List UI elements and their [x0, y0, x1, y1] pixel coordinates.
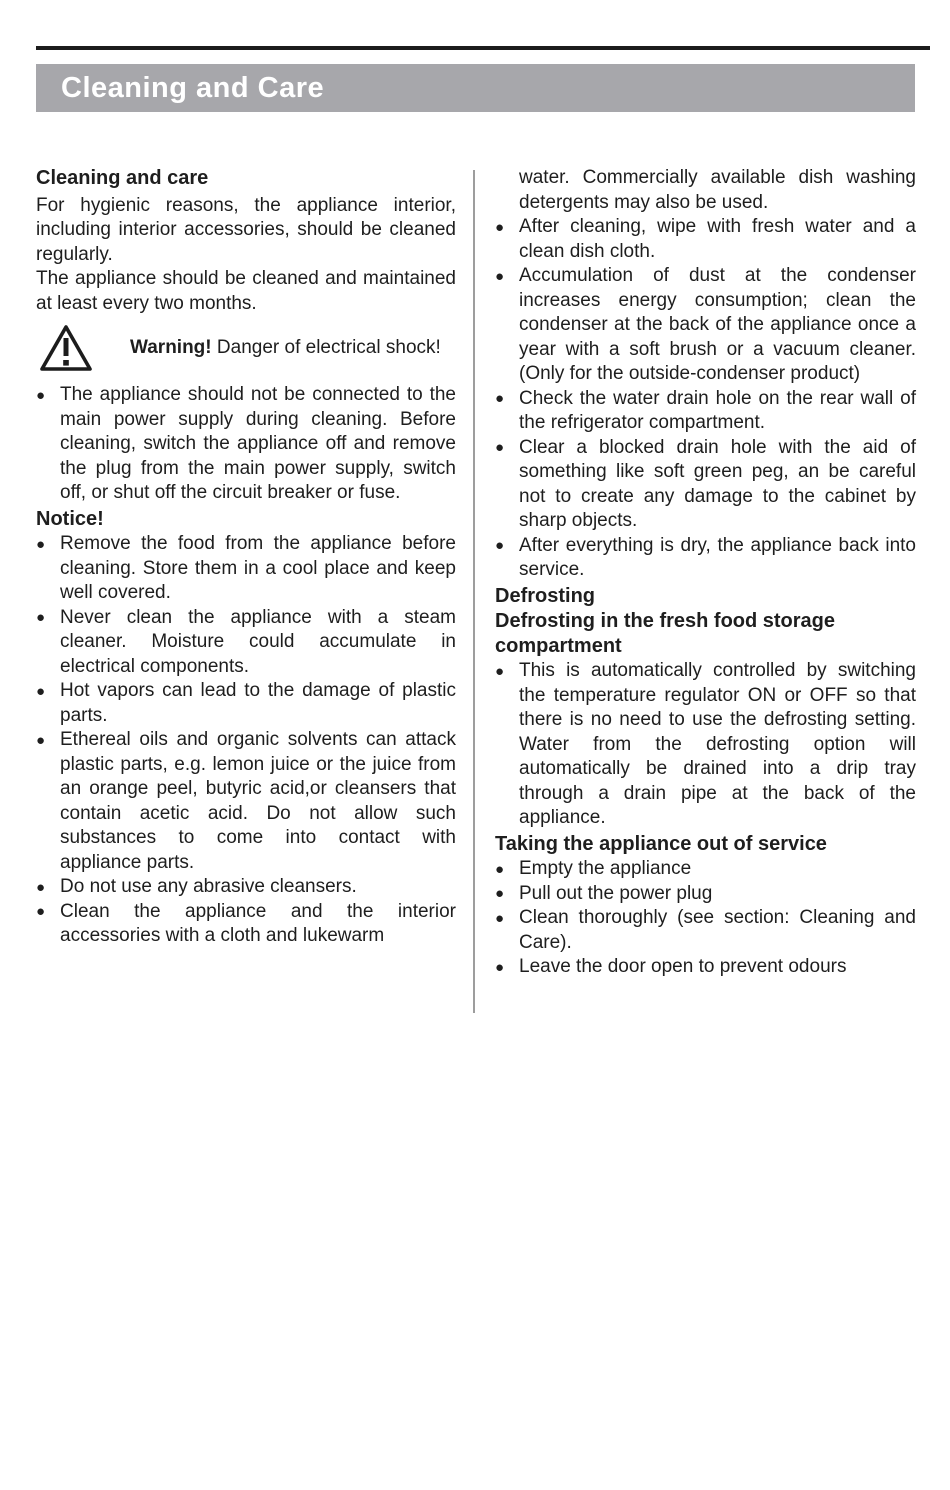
paragraph-maintenance: The appliance should be cleaned and maintained at least every two months. [36, 268, 456, 314]
list-item: ● After cleaning, wipe with fresh water and a clean dish cloth. [495, 215, 916, 264]
list-item: ● Empty the appliance [495, 857, 916, 882]
list-item: ● The appliance should not be connected to the main power supply during cleaning. Before cleaning, switch the appliance off and remove the plug from the main power supply, switch off, or shut off the circuit breaker or fuse. [36, 383, 456, 506]
continuation-paragraph: water. Commercially available dish washing detergents may also be used. [519, 167, 916, 213]
section-header-bar [36, 64, 915, 112]
list-item: ● Remove the food from the appliance before cleaning. Store them in a cool place and keep well covered. [36, 532, 456, 606]
warning-label: Warning! [130, 336, 212, 358]
list-item: ● Accumulation of dust at the condenser increases energy consumption; clean the condenser at the back of the appliance once a year with a soft brush or a vacuum cleaner.(Only for the outside-condenser product) [495, 264, 916, 387]
list-item: ● Check the water drain hole on the rear wall of the refrigerator compartment. [495, 387, 916, 436]
list-item: ● Clean the appliance and the interior accessories with a cloth and lukewarm [36, 900, 456, 949]
out-of-service-heading: Taking the appliance out of service [495, 832, 827, 855]
list-item: ● Pull out the power plug [495, 882, 916, 907]
list-item: ● Clean thoroughly (see section: Cleaning and Care). [495, 906, 916, 955]
warning-text [130, 336, 441, 361]
list-item: ● Clear a blocked drain hole with the aid of something like soft green peg, an be careful not to create any damage to the cabinet by sharp objects. [495, 436, 916, 534]
defrosting-subheading: Defrosting in the fresh food storage compartment [495, 610, 836, 657]
column-divider [473, 170, 475, 1013]
notice-heading: Notice! [36, 507, 104, 530]
list-item: ● After everything is dry, the appliance back into service. [495, 534, 916, 583]
list-item: ● Do not use any abrasive cleansers. [36, 875, 456, 900]
warning-triangle-icon [38, 323, 94, 373]
warning-message: Danger of electrical shock! [211, 336, 441, 358]
right-column [495, 166, 916, 980]
list-item: ● Hot vapors can lead to the damage of plastic parts. [36, 679, 456, 728]
list-item: ● Ethereal oils and organic solvents can attack plastic parts, e.g. lemon juice or the juice from an orange peel, butyric acid,or cleansers that contain acetic acid. Do not allow such substances to come into contact with appliance parts. [36, 728, 456, 875]
top-rule [36, 46, 930, 50]
list-item: ● This is automatically controlled by switching the temperature regulator ON or OFF so that there is no need to use the defrosting setting. Water from the defrosting option will automatically be drained into a drip tray through a drain pipe at the back of the appliance. [495, 659, 916, 831]
warning-row [36, 323, 456, 373]
left-column-heading: Cleaning and care [36, 167, 209, 189]
list-item: ● Leave the door open to prevent odours [495, 955, 916, 980]
page-title: Cleaning and Care [61, 71, 325, 104]
defrosting-heading: Defrosting [495, 584, 595, 607]
paragraph-hygienic: For hygienic reasons, the appliance interior, including interior accessories, should be cleaned regularly. [36, 194, 456, 265]
left-column [36, 166, 456, 949]
list-item: ● Never clean the appliance with a steam cleaner. Moisture could accumulate in electrical components. [36, 606, 456, 680]
